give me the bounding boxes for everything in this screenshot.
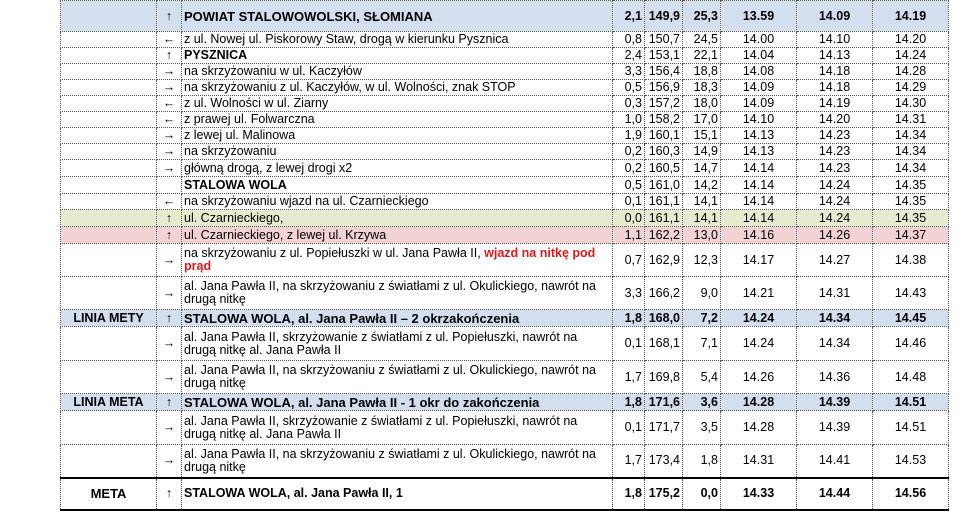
route-description <box>182 210 613 227</box>
remaining-km: 18,3 <box>683 80 721 96</box>
direction-arrow: → <box>157 445 182 478</box>
direction-arrow: → <box>157 244 182 277</box>
total-km: 160,5 <box>645 160 683 177</box>
time-fast: 14.24 <box>721 310 797 327</box>
route-description <box>182 1 613 32</box>
sign-cell <box>61 177 157 194</box>
segment-km: 0,5 <box>613 177 645 194</box>
total-km: 160,3 <box>645 144 683 160</box>
route-description <box>182 112 613 128</box>
time-medium: 14.19 <box>797 96 873 112</box>
time-medium: 14.13 <box>797 48 873 64</box>
time-fast: 14.16 <box>721 227 797 244</box>
total-km: 157,2 <box>645 96 683 112</box>
time-fast: 14.33 <box>721 478 797 510</box>
total-km: 161,0 <box>645 177 683 194</box>
sign-cell <box>61 327 157 361</box>
route-description <box>182 361 613 394</box>
time-fast: 14.10 <box>721 112 797 128</box>
segment-km: 1,7 <box>613 445 645 478</box>
time-medium: 14.39 <box>797 411 873 445</box>
time-slow: 14.38 <box>873 244 949 277</box>
remaining-km: 18,8 <box>683 64 721 80</box>
time-fast: 14.28 <box>721 394 797 411</box>
route-description <box>182 478 613 510</box>
route-description <box>182 394 613 411</box>
time-slow: 14.53 <box>873 445 949 478</box>
segment-km: 1,1 <box>613 227 645 244</box>
time-medium: 14.31 <box>797 277 873 310</box>
sign-cell <box>61 277 157 310</box>
table-row <box>61 244 949 277</box>
segment-km: 3,3 <box>613 64 645 80</box>
segment-km: 1,8 <box>613 478 645 510</box>
direction-arrow: → <box>157 80 182 96</box>
table-row <box>61 144 949 160</box>
direction-arrow: → <box>157 144 182 160</box>
remaining-km: 14,9 <box>683 144 721 160</box>
time-slow: 14.35 <box>873 177 949 194</box>
sign-cell <box>61 227 157 244</box>
time-medium: 14.34 <box>797 310 873 327</box>
table-row <box>61 177 949 194</box>
segment-km: 0,1 <box>613 327 645 361</box>
remaining-km: 14,1 <box>683 194 721 210</box>
description-text: PYSZNICA <box>184 48 248 62</box>
route-description <box>182 227 613 244</box>
time-slow: 14.34 <box>873 144 949 160</box>
time-slow: 14.45 <box>873 310 949 327</box>
sign-cell: LINIA METY <box>61 310 157 327</box>
total-km: 161,1 <box>645 210 683 227</box>
direction-arrow: → <box>157 277 182 310</box>
segment-km: 0,2 <box>613 160 645 177</box>
time-slow: 14.31 <box>873 112 949 128</box>
total-km: 156,4 <box>645 64 683 80</box>
time-slow: 14.35 <box>873 194 949 210</box>
route-description <box>182 445 613 478</box>
time-slow: 14.20 <box>873 32 949 48</box>
time-fast: 14.04 <box>721 48 797 64</box>
direction-arrow: → <box>157 64 182 80</box>
table-row <box>61 478 949 510</box>
segment-km: 1,0 <box>613 112 645 128</box>
total-km: 156,9 <box>645 80 683 96</box>
time-slow: 14.43 <box>873 277 949 310</box>
total-km: 161,1 <box>645 194 683 210</box>
sign-cell <box>61 112 157 128</box>
time-medium: 14.24 <box>797 210 873 227</box>
sign-cell <box>61 445 157 478</box>
route-description <box>182 80 613 96</box>
segment-km: 2,4 <box>613 48 645 64</box>
remaining-km: 18,0 <box>683 96 721 112</box>
sign-cell <box>61 80 157 96</box>
time-fast: 14.08 <box>721 64 797 80</box>
description-text: z prawej ul. Folwarczna <box>184 112 315 126</box>
description-text: na skrzyżowaniu w ul. Kaczyłów <box>184 64 362 78</box>
description-text: STALOWA WOLA <box>184 177 287 192</box>
remaining-km: 12,3 <box>683 244 721 277</box>
table-row <box>61 64 949 80</box>
description-text: al. Jana Pawła II, na skrzyżowaniu z światłami z ul. Okulickiego, nawrót na drugą nitkę <box>184 446 596 474</box>
table-row <box>61 445 949 478</box>
route-description <box>182 194 613 210</box>
time-slow: 14.34 <box>873 128 949 144</box>
table-row <box>61 128 949 144</box>
sign-cell <box>61 194 157 210</box>
table-row <box>61 80 949 96</box>
time-medium: 14.44 <box>797 478 873 510</box>
time-slow: 14.35 <box>873 210 949 227</box>
description-text: na skrzyżowaniu wjazd na ul. Czarnieckiego <box>184 194 429 208</box>
sign-cell <box>61 160 157 177</box>
total-km: 162,2 <box>645 227 683 244</box>
time-fast: 14.14 <box>721 177 797 194</box>
description-text: na skrzyżowaniu z ul. Kaczyłów, w ul. Wolności, znak STOP <box>184 80 516 94</box>
time-fast: 14.21 <box>721 277 797 310</box>
total-km: 171,7 <box>645 411 683 445</box>
remaining-km: 7,1 <box>683 327 721 361</box>
direction-arrow: ← <box>157 112 182 128</box>
remaining-km: 3,5 <box>683 411 721 445</box>
description-text: na skrzyżowaniu <box>184 144 277 158</box>
time-slow: 14.34 <box>873 160 949 177</box>
sign-cell <box>61 32 157 48</box>
route-description <box>182 96 613 112</box>
table-row <box>61 310 949 327</box>
remaining-km: 25,3 <box>683 1 721 32</box>
time-fast: 14.14 <box>721 194 797 210</box>
time-fast: 14.09 <box>721 96 797 112</box>
direction-arrow: → <box>157 411 182 445</box>
direction-arrow: ← <box>157 194 182 210</box>
remaining-km: 14,1 <box>683 210 721 227</box>
remaining-km: 17,0 <box>683 112 721 128</box>
segment-km: 0,2 <box>613 144 645 160</box>
direction-arrow: → <box>157 128 182 144</box>
route-description <box>182 144 613 160</box>
time-medium: 14.23 <box>797 128 873 144</box>
total-km: 166,2 <box>645 277 683 310</box>
table-row <box>61 227 949 244</box>
time-fast: 14.00 <box>721 32 797 48</box>
time-slow: 14.51 <box>873 411 949 445</box>
time-fast: 14.09 <box>721 80 797 96</box>
direction-arrow: ↑ <box>157 478 182 510</box>
segment-km: 0,5 <box>613 80 645 96</box>
description-text: główną drogą, z lewej drogi x2 <box>184 160 353 175</box>
total-km: 169,8 <box>645 361 683 394</box>
total-km: 168,1 <box>645 327 683 361</box>
table-row <box>61 210 949 227</box>
route-description <box>182 310 613 327</box>
time-medium: 14.26 <box>797 227 873 244</box>
remaining-km: 24,5 <box>683 32 721 48</box>
remaining-km: 5,4 <box>683 361 721 394</box>
total-km: 175,2 <box>645 478 683 510</box>
route-description <box>182 327 613 361</box>
time-slow: 14.30 <box>873 96 949 112</box>
route-description <box>182 160 613 177</box>
sign-cell <box>61 128 157 144</box>
remaining-km: 7,2 <box>683 310 721 327</box>
sign-cell <box>61 411 157 445</box>
time-medium: 14.41 <box>797 445 873 478</box>
route-description <box>182 64 613 80</box>
total-km: 158,2 <box>645 112 683 128</box>
total-km: 150,7 <box>645 32 683 48</box>
time-medium: 14.18 <box>797 80 873 96</box>
route-description <box>182 48 613 64</box>
sign-cell <box>61 144 157 160</box>
description-text: ul. Czarnieckiego, <box>184 210 284 225</box>
remaining-km: 13,0 <box>683 227 721 244</box>
description-text: POWIAT STALOWOWOLSKI, SŁOMIANA <box>184 8 433 24</box>
table-row <box>61 96 949 112</box>
route-description <box>182 128 613 144</box>
time-fast: 14.28 <box>721 411 797 445</box>
time-medium: 14.34 <box>797 327 873 361</box>
sign-cell <box>61 96 157 112</box>
time-slow: 14.28 <box>873 64 949 80</box>
segment-km: 1,8 <box>613 310 645 327</box>
total-km: 171,6 <box>645 394 683 411</box>
time-slow: 14.46 <box>873 327 949 361</box>
total-km: 162,9 <box>645 244 683 277</box>
description-text: STALOWA WOLA, al. Jana Pawła II – 2 okrzakończenia <box>184 310 520 326</box>
remaining-km: 14,7 <box>683 160 721 177</box>
time-medium: 14.39 <box>797 394 873 411</box>
remaining-km: 15,1 <box>683 128 721 144</box>
time-slow: 14.24 <box>873 48 949 64</box>
route-description <box>182 411 613 445</box>
description-text: z ul. Wolności w ul. Ziarny <box>184 96 329 110</box>
description-text: STALOWA WOLA, al. Jana Pawła II - 1 okr do zakończenia <box>184 394 540 410</box>
route-description <box>182 177 613 194</box>
route-description <box>182 244 613 277</box>
direction-arrow: ↑ <box>157 310 182 327</box>
direction-arrow: ← <box>157 96 182 112</box>
time-fast: 14.13 <box>721 128 797 144</box>
time-fast: 14.13 <box>721 144 797 160</box>
table-row <box>61 48 949 64</box>
remaining-km: 14,2 <box>683 177 721 194</box>
segment-km: 0,1 <box>613 194 645 210</box>
table-row <box>61 160 949 177</box>
segment-km: 2,1 <box>613 1 645 32</box>
description-text: al. Jana Pawła II, na skrzyżowaniu z światłami z ul. Okulickiego, nawrót na drugą nitkę <box>184 363 596 390</box>
segment-km: 1,7 <box>613 361 645 394</box>
time-fast: 14.14 <box>721 210 797 227</box>
table-row <box>61 194 949 210</box>
segment-km: 0,1 <box>613 411 645 445</box>
segment-km: 1,8 <box>613 394 645 411</box>
segment-km: 0,8 <box>613 32 645 48</box>
table-row <box>61 361 949 394</box>
sign-cell <box>61 361 157 394</box>
route-table <box>60 0 949 511</box>
total-km: 173,4 <box>645 445 683 478</box>
time-medium: 14.18 <box>797 64 873 80</box>
table-row <box>61 112 949 128</box>
time-medium: 14.24 <box>797 177 873 194</box>
route-description <box>182 32 613 48</box>
direction-arrow: ↑ <box>157 48 182 64</box>
table-row <box>61 327 949 361</box>
time-fast: 14.17 <box>721 244 797 277</box>
time-fast: 14.26 <box>721 361 797 394</box>
time-medium: 14.10 <box>797 32 873 48</box>
description-text: z ul. Nowej ul. Piskorowy Staw, drogą w kierunku Pysznica <box>184 32 509 46</box>
total-km: 168,0 <box>645 310 683 327</box>
description-text: al. Jana Pawła II, skrzyżowanie z światłami z ul. Popiełuszki, nawrót na drugą nitkę al. Jana Pawła II <box>184 329 578 357</box>
direction-arrow: ↑ <box>157 210 182 227</box>
direction-arrow: → <box>157 361 182 394</box>
sign-cell: LINIA META <box>61 394 157 411</box>
segment-km: 0,0 <box>613 210 645 227</box>
segment-km: 0,3 <box>613 96 645 112</box>
time-fast: 14.14 <box>721 160 797 177</box>
table-row <box>61 1 949 32</box>
sign-cell <box>61 210 157 227</box>
remaining-km: 22,1 <box>683 48 721 64</box>
direction-arrow <box>157 177 182 194</box>
sign-cell <box>61 1 157 32</box>
warning-text: wjazd na nitkę pod prąd <box>184 246 596 273</box>
time-medium: 14.20 <box>797 112 873 128</box>
time-medium: 14.23 <box>797 144 873 160</box>
time-fast: 13.59 <box>721 1 797 32</box>
time-fast: 14.24 <box>721 327 797 361</box>
direction-arrow: ← <box>157 32 182 48</box>
sign-cell: META <box>61 478 157 510</box>
remaining-km: 3,6 <box>683 394 721 411</box>
time-medium: 14.36 <box>797 361 873 394</box>
table-row <box>61 32 949 48</box>
remaining-km: 0,0 <box>683 478 721 510</box>
table-row <box>61 394 949 411</box>
direction-arrow: ↑ <box>157 394 182 411</box>
description-text: na skrzyżowaniu z ul. Popiełuszki w ul. Jana Pawła II, <box>184 246 481 260</box>
route-description <box>182 277 613 310</box>
direction-arrow: ↑ <box>157 1 182 32</box>
time-fast: 14.31 <box>721 445 797 478</box>
description-text: al. Jana Pawła II, na skrzyżowaniu z światłami z ul. Okulickiego, nawrót na drugą nitkę <box>184 279 596 306</box>
sign-cell <box>61 48 157 64</box>
time-slow: 14.29 <box>873 80 949 96</box>
time-medium: 14.09 <box>797 1 873 32</box>
time-medium: 14.24 <box>797 194 873 210</box>
table-row <box>61 277 949 310</box>
time-slow: 14.56 <box>873 478 949 510</box>
table-row <box>61 411 949 445</box>
description-text: ul. Czarnieckiego, z lewej ul. Krzywa <box>184 227 387 242</box>
time-slow: 14.51 <box>873 394 949 411</box>
description-text: z lewej ul. Malinowa <box>184 128 296 142</box>
description-text: STALOWA WOLA, al. Jana Pawła II, 1 <box>184 486 403 500</box>
time-slow: 14.48 <box>873 361 949 394</box>
segment-km: 0,7 <box>613 244 645 277</box>
total-km: 160,1 <box>645 128 683 144</box>
direction-arrow: → <box>157 327 182 361</box>
total-km: 153,1 <box>645 48 683 64</box>
remaining-km: 1,8 <box>683 445 721 478</box>
direction-arrow: → <box>157 160 182 177</box>
segment-km: 3,3 <box>613 277 645 310</box>
time-medium: 14.27 <box>797 244 873 277</box>
remaining-km: 9,0 <box>683 277 721 310</box>
sign-cell <box>61 244 157 277</box>
segment-km: 1,9 <box>613 128 645 144</box>
direction-arrow: ↑ <box>157 227 182 244</box>
description-text: al. Jana Pawła II, skrzyżowanie z światłami z ul. Popiełuszki, nawrót na drugą nitkę al. Jana Pawła II <box>184 413 578 441</box>
sign-cell <box>61 64 157 80</box>
total-km: 149,9 <box>645 1 683 32</box>
time-slow: 14.37 <box>873 227 949 244</box>
time-slow: 14.19 <box>873 1 949 32</box>
time-medium: 14.23 <box>797 160 873 177</box>
